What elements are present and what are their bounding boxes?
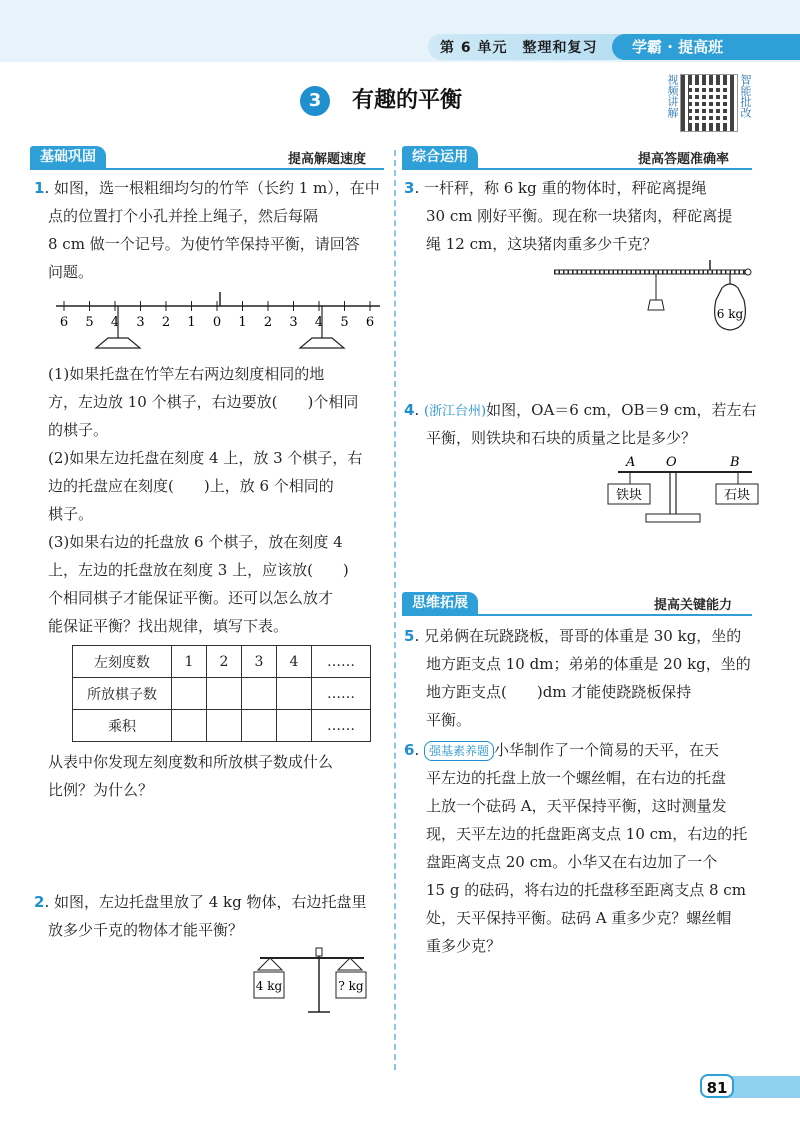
q4-source: (浙江台州): [423, 404, 487, 419]
page-number: 81: [700, 1074, 734, 1098]
q1-sub3-line-3: 个相同棋子才能保证平衡。还可以怎么放才: [48, 589, 334, 607]
table-row-header: 乘积: [73, 710, 172, 742]
table-row: [73, 710, 371, 742]
section-basic-tag: 基础巩固: [30, 146, 106, 168]
q4-line-1: 4. (浙江台州)如图，OA＝6 cm，OB＝9 cm，若左右: [404, 401, 757, 419]
q1-number: 1: [34, 179, 45, 197]
unit-title: 第 6 单元 整理和复习: [440, 40, 598, 56]
section-apply-line: [402, 168, 752, 170]
qr-left-label: 视频讲解: [666, 74, 679, 118]
section-expand-tag: 思维拓展: [402, 592, 478, 614]
table-cell[interactable]: [172, 678, 207, 710]
q6-tag: 强基素养题: [424, 741, 494, 761]
q6-line-5: 盘距离支点 20 cm。小华又在右边加了一个: [426, 853, 718, 871]
q1-sub3-line-1: (3)如果右边的托盘放 6 个棋子，放在刻度 4: [48, 533, 343, 551]
section-apply-tag: 综合运用: [402, 146, 478, 168]
q1-after-line-2: 比例？为什么？: [48, 781, 154, 799]
q3-line-3: 绳 12 cm，这块猪肉重多少千克？: [426, 235, 658, 253]
section-apply: [402, 146, 752, 170]
q1-sub2-line-3: 棋子。: [48, 505, 94, 523]
ruler-tick-label: 2: [263, 315, 273, 330]
q1-line-3: 8 cm 做一个记号。为使竹竿保持平衡，请回答: [48, 235, 360, 253]
section-expand-line: [402, 614, 752, 616]
q4-number: 4: [404, 401, 415, 419]
q6-line-7: 处，天平保持平衡。砝码 A 重多少克？螺丝帽: [426, 909, 732, 927]
q2-left-box-label: 4 kg: [255, 979, 283, 993]
table-row: [73, 646, 371, 678]
q6-line-6: 15 g 的砝码，将右边的托盘移至距离支点 8 cm: [426, 881, 746, 899]
ruler-tick-label: 5: [340, 315, 349, 330]
q1-sub3-line-2: 上，左边的托盘放在刻度 3 上，应该放( ): [48, 561, 349, 579]
ruler-tick-label: 6: [59, 315, 69, 330]
q2-line-2: 放多少千克的物体才能平衡？: [48, 921, 244, 939]
ruler-tick-label: 3: [289, 315, 298, 330]
q4-label-b: B: [730, 455, 740, 470]
ruler-tick-label: 3: [136, 315, 145, 330]
ruler-tick-label: 0: [212, 315, 222, 330]
q4-iron-block: 铁块: [615, 488, 643, 503]
ruler-tick-label: 5: [85, 315, 94, 330]
q1-sub1-line-2: 方，左边放 10 个棋子，右边要放( )个相同: [48, 393, 359, 411]
ruler-tick-label: 1: [187, 315, 196, 330]
q3-number: 3: [404, 179, 415, 197]
table-cell[interactable]: [207, 710, 242, 742]
q4-balance-figure: [606, 452, 766, 528]
table-cell[interactable]: [242, 678, 277, 710]
q1-table: [72, 645, 371, 742]
section-apply-sub: 提高答题准确率: [638, 152, 730, 167]
q1-sub2-line-1: (2)如果左边托盘在刻度 4 上，放 3 个棋子，右: [48, 449, 363, 467]
section-expand: [402, 592, 752, 616]
table-cell: ……: [312, 646, 371, 678]
q4-label-a: A: [626, 455, 636, 470]
q6-line-3: 上放一个砝码 A，天平保持平衡，这时测量发: [426, 797, 727, 815]
ruler-figure: [48, 286, 388, 360]
table-cell: ……: [312, 678, 371, 710]
q1-after-line-1: 从表中你发现左刻度数和所放棋子数成什么: [48, 753, 334, 771]
table-cell[interactable]: [242, 710, 277, 742]
q5-line-2: 地方距支点 10 dm；弟弟的体重是 20 kg，坐的: [426, 655, 751, 673]
q5-line-4: 平衡。: [426, 711, 472, 729]
table-cell: 2: [207, 646, 242, 678]
q1-sub3-line-4: 能保证平衡？找出规律，填写下表。: [48, 617, 289, 635]
ruler-tick-label: 6: [365, 315, 375, 330]
table-row-header: 所放棋子数: [73, 678, 172, 710]
q2-number: 2: [34, 893, 45, 911]
q3-line-1: 3. 一杆秤，称 6 kg 重的物体时，秤砣离提绳: [404, 179, 707, 197]
q3-bag-label: 6 kg: [716, 307, 744, 321]
section-basic-sub: 提高解题速度: [288, 152, 367, 167]
table-row: [73, 678, 371, 710]
ruler-tick-label: 1: [238, 315, 247, 330]
q6-line-8: 重多少克？: [426, 937, 502, 955]
q2-balance-figure: [246, 946, 376, 1020]
table-cell[interactable]: [277, 678, 312, 710]
table-cell[interactable]: [172, 710, 207, 742]
q5-line-3: 地方距支点( )dm 才能使跷跷板保持: [426, 683, 692, 701]
qr-code-icon[interactable]: [680, 74, 738, 132]
q1-sub1-line-3: 的棋子。: [48, 421, 109, 439]
table-cell: 1: [172, 646, 207, 678]
q6-line-2: 平左边的托盘上放一个螺丝帽，在右边的托盘: [426, 769, 727, 787]
table-row-header: 左刻度数: [73, 646, 172, 678]
q6-line-4: 现，天平左边的托盘距离支点 10 cm，右边的托: [426, 825, 748, 843]
q4-line-2: 平衡，则铁块和石块的质量之比是多少？: [426, 429, 697, 447]
lesson-number: 3: [300, 86, 330, 116]
section-basic: [30, 146, 384, 170]
q2-right-box-label: ? kg: [338, 979, 364, 993]
q6-line-1: 6. 强基素养题 小华制作了一个简易的天平，在天: [404, 741, 720, 759]
lesson-title-text: 有趣的平衡: [352, 88, 463, 113]
section-expand-sub: 提高关键能力: [654, 598, 733, 613]
q1-sub1-line-1: (1)如果托盘在竹竿左右两边刻度相同的地: [48, 365, 325, 383]
q1-line-2: 点的位置打个小孔并拴上绳子，然后每隔: [48, 207, 319, 225]
q1-line-1: 1. 如图，选一根粗细均匀的竹竿（长约 1 m），在中: [34, 179, 380, 197]
q1-line-4: 问题。: [48, 263, 94, 281]
brand-label: 学霸 · 提高班: [612, 34, 800, 60]
q2-line-1: 2. 如图，左边托盘里放了 4 kg 物体，右边托盘里: [34, 893, 367, 911]
qr-right-label: 智能批改: [739, 74, 752, 118]
q3-steelyard-figure: [546, 256, 760, 338]
q4-stone-block: 石块: [723, 488, 751, 503]
table-cell: 4: [277, 646, 312, 678]
q3-line-2: 30 cm 刚好平衡。现在称一块猪肉，秤砣离提: [426, 207, 733, 225]
q1-sub2-line-2: 边的托盘应在刻度( )上，放 6 个相同的: [48, 477, 334, 495]
q5-number: 5: [404, 627, 415, 645]
ruler-tick-label: 2: [161, 315, 171, 330]
section-basic-line: [30, 168, 384, 170]
table-cell[interactable]: [207, 678, 242, 710]
table-cell: ……: [312, 710, 371, 742]
ruler-tick-label: 4: [110, 315, 120, 330]
table-cell[interactable]: [277, 710, 312, 742]
q6-number: 6: [404, 741, 415, 759]
q4-label-o: O: [666, 455, 677, 470]
column-divider: [394, 150, 396, 1070]
ruler-tick-label: 4: [314, 315, 324, 330]
q5-line-1: 5. 兄弟俩在玩跷跷板，哥哥的体重是 30 kg，坐的: [404, 627, 742, 645]
table-cell: 3: [242, 646, 277, 678]
